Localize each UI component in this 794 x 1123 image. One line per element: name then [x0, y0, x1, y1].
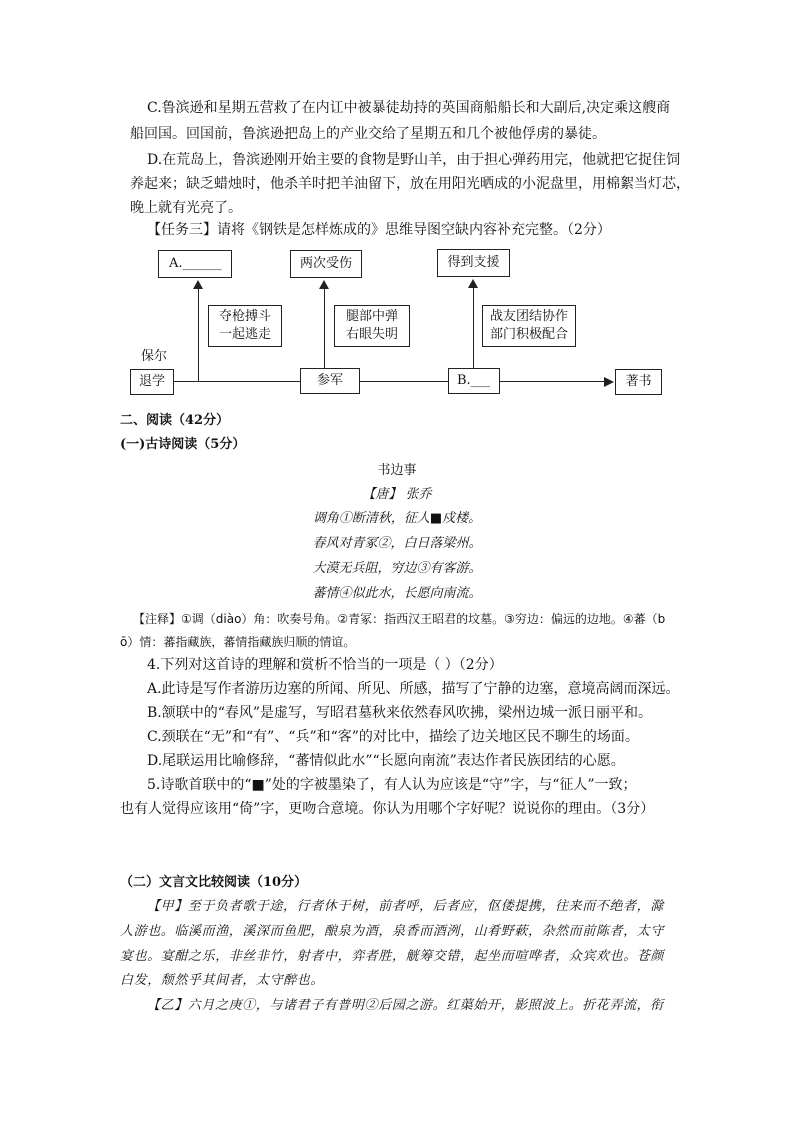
- question-4: 4.下列对这首诗的理解和赏析不恰当的一项是（ ）（2分）: [147, 657, 503, 673]
- box-get-support: 得到支援: [437, 249, 510, 277]
- box-a-blank: A.______: [158, 250, 232, 278]
- timeline-seg-2: [360, 381, 448, 382]
- box-join-army: 参军: [300, 368, 360, 394]
- poem-notes-line1: 【注释】①调（diào）角：吹奏号角。②青冢：指西汉王昭君的坟墓。③穷边：偏远的边地。④蕃（b: [133, 612, 666, 626]
- passage-jia-line3: 宴也。宴酣之乐，非丝非竹，射者中，弈者胜，觥筹交错，起坐而喧哗者，众宾欢也。苍颜: [120, 949, 665, 964]
- box-comrades-line1: 战友团结协作: [489, 309, 568, 324]
- poem-title: 书边事: [377, 463, 417, 478]
- option-d-line3: 晚上就有光亮了。: [130, 200, 242, 216]
- task3-prompt: 【任务三】请将《钢铁是怎样炼成的》思维导图空缺内容补充完整。（2分）: [147, 222, 611, 238]
- box-leg-line1: 腿部中弹: [345, 309, 398, 324]
- section-reading-title: 二、阅读（42分）: [120, 413, 230, 428]
- question-4-option-a: A.此诗是写作者游历边塞的所闻、所见、所感，描写了宁静的边塞，意境高阔而深远。: [147, 681, 680, 697]
- arrow-1-head: [193, 280, 203, 289]
- poem-line-1: 调角①断清秋，征人■戍楼。: [312, 511, 482, 526]
- question-4-option-c: C.颈联在“无”和“有”、“兵”和“客”的对比中，描绘了边关地区民不聊生的场面。: [147, 729, 639, 745]
- timeline-seg-1: [174, 381, 300, 382]
- option-c-line1: C.鲁滨逊和星期五营救了在内讧中被暴徒劫持的英国商船船长和大副后,决定乘这艘商: [147, 100, 671, 116]
- question-4-option-b: B.颔联中的“春风”是虚写，写昭君墓秋来依然春风吹拂，梁州边城一派日丽平和。: [147, 705, 653, 721]
- question-5-line2: 也有人觉得应该用“倚”字，更吻合意境。你认为用哪个字好呢？说说你的理由。（3分）: [120, 801, 655, 817]
- passage-yi-line1: 【乙】六月之庚①，与诸君子有普明②后园之游。红蕖始开，影照波上。折花弄流，衔: [147, 998, 664, 1013]
- box-fight-line1: 夺枪搏斗: [218, 309, 271, 324]
- timeline-arrow-head: [604, 377, 614, 387]
- arrow-3-shaft: [473, 287, 474, 370]
- arrow-2-head: [319, 280, 329, 289]
- option-d-line2: 养起来；缺乏蜡烛时，他杀羊时把羊油留下，放在用阳光晒成的小泥盘里，用棉絮当灯芯，: [130, 176, 690, 192]
- box-comrades: [482, 305, 576, 347]
- label-paul: 保尔: [141, 349, 168, 364]
- box-write-book: 著书: [615, 369, 662, 395]
- arrow-2-shaft: [324, 288, 325, 370]
- box-leg-eye: [334, 305, 410, 347]
- question-5-line1: 5.诗歌首联中的“■”处的字被墨染了，有人认为应该是“守”字，与“征人”一致；: [147, 777, 637, 793]
- option-d-line1: D.在荒岛上，鲁滨逊刚开始主要的食物是野山羊，由于担心弹药用完，他就把它捉住饲: [147, 152, 681, 168]
- poem-author: 【唐】 张乔: [362, 487, 432, 502]
- box-dropout: 退学: [130, 369, 174, 395]
- option-c-line2: 船回国。回国前，鲁滨逊把岛上的产业交给了星期五和几个被他俘虏的暴徒。: [130, 126, 606, 142]
- box-leg-line2: 右眼失明: [345, 327, 398, 342]
- box-comrades-line2: 部门积极配合: [489, 327, 568, 342]
- arrow-1-shaft: [198, 288, 199, 382]
- section-poem-title: (一)古诗阅读（5分）: [120, 437, 246, 452]
- box-fight-line2: 一起逃走: [218, 327, 271, 342]
- poem-notes-line2: ō）情：蕃指藏族，蕃情指藏族归顺的情谊。: [120, 635, 356, 649]
- passage-jia-line4: 白发，颓然乎其间者，太守醉也。: [120, 973, 325, 988]
- section-classical-title: （二）文言文比较阅读（10分）: [120, 875, 308, 890]
- poem-line-3: 大漠无兵阻，穷边③有客游。: [312, 561, 482, 576]
- question-4-option-d: D.尾联运用比喻修辞，“蕃情似此水”“长愿向南流”表达作者民族团结的心愿。: [147, 753, 625, 769]
- box-b-blank: B.___: [448, 368, 500, 394]
- box-twice-injured: 两次受伤: [290, 250, 362, 278]
- box-fight-escape: [208, 305, 282, 347]
- passage-jia-line1: 【甲】至于负者歌于途，行者休于树，前者呼，后者应，伛偻提携，往来而不绝者，滁: [147, 899, 664, 914]
- timeline-seg-3: [500, 381, 606, 382]
- poem-line-4: 蕃情④似此水，长愿向南流。: [312, 586, 482, 601]
- poem-line-2: 春风对青冢②，白日落梁州。: [312, 536, 482, 551]
- passage-jia-line2: 人游也。临溪而渔，溪深而鱼肥，酿泉为酒，泉香而酒洌，山肴野蔌，杂然而前陈者，太守: [120, 924, 665, 939]
- arrow-3-head: [468, 279, 478, 288]
